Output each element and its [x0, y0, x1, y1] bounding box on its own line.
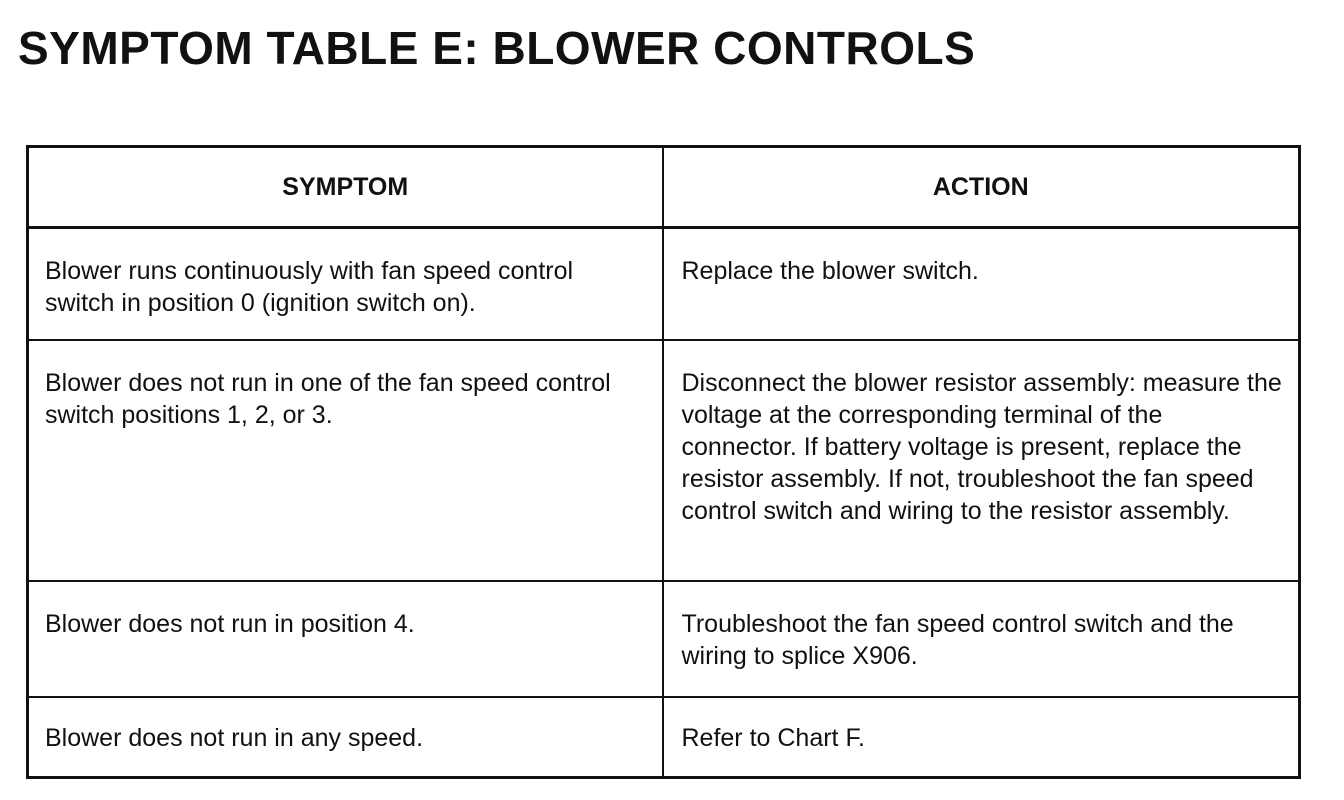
symptom-cell: Blower does not run in any speed. — [28, 697, 663, 778]
symptom-cell: Blower runs continuously with fan speed control switch in position 0 (ignition switch on). — [28, 228, 663, 341]
table-row — [28, 340, 1300, 581]
page-title: SYMPTOM TABLE E: BLOWER CONTROLS — [18, 22, 976, 74]
symptom-column-header: SYMPTOM — [28, 147, 663, 228]
symptom-cell: Blower does not run in position 4. — [28, 581, 663, 697]
symptom-table — [26, 145, 1301, 779]
action-cell: Refer to Chart F. — [663, 697, 1300, 778]
action-cell: Replace the blower switch. — [663, 228, 1300, 341]
symptom-cell: Blower does not run in one of the fan speed control switch positions 1, 2, or 3. — [28, 340, 663, 581]
table-row — [28, 581, 1300, 697]
action-column-header: ACTION — [663, 147, 1300, 228]
action-cell: Disconnect the blower resistor assembly: measure the voltage at the corresponding terminal of the connector. If battery voltage is present, replace the resistor assembly. If not, troubleshoot the fan speed control switch and wiring to the resistor assembly. — [663, 340, 1300, 581]
table-row — [28, 697, 1300, 778]
table-row — [28, 228, 1300, 341]
action-cell: Troubleshoot the fan speed control switch and the wiring to splice X906. — [663, 581, 1300, 697]
table-header-row — [28, 147, 1300, 228]
